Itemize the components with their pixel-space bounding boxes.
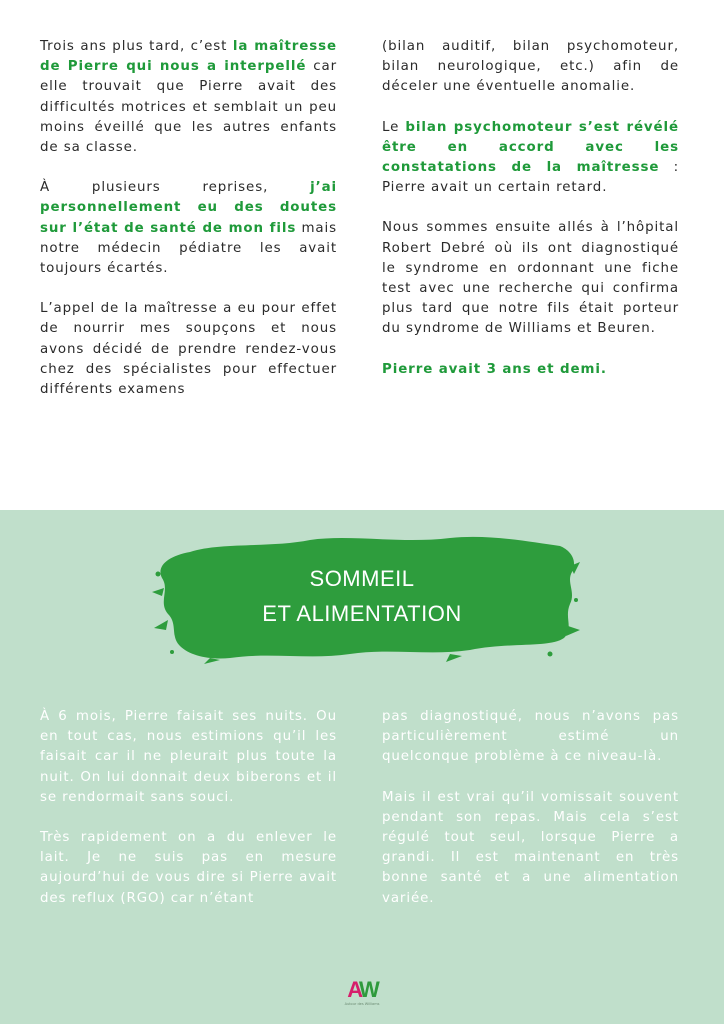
highlighted-text: la maîtresse de Pierre qui nous a interpellé [40,39,338,75]
section-title-line-1: SOMMEIL [309,566,415,591]
body-text: mais notre médecin pédiatre les avait toujours écartés. [40,220,338,277]
body-text: Nous sommes ensuite allés à l’hôpital Robert Debré où ils ont diagnostiqué le syndrome en ordonnant une fiche test avec une recherche qui confirma plus tard que notre fils était porteur du syndrome de Williams et Beuren. [382,220,679,337]
highlighted-text: j’ai personnellement eu des doutes sur l’état de santé de mon fils [40,180,337,236]
paragraph [40,299,337,400]
highlighted-text: bilan psychomoteur s’est révélé être en accord avec les constatations de la maîtresse [382,119,680,176]
logo-mark [332,978,392,1002]
brush-stroke-banner [150,530,580,665]
body-text: car elle trouvait que Pierre avait des difficultés motrices et semblait un peu moins éveillé que les autres enfants de sa classe. [40,59,337,156]
aw-logo [332,978,392,1018]
logo-letter-w: W [358,977,377,1002]
logo-letter-a: A [347,977,359,1002]
body-text: Trois ans plus tard, c’est [40,39,233,54]
highlighted-text: Pierre avait 3 ans et demi. [382,361,607,377]
top-right-column [382,37,679,400]
paragraph: Très rapidement on a du enlever le lait. Je ne suis pas en mesure aujourd’hui de vous dire si Pierre avait des reflux (RGO) car n’étant [40,830,337,906]
section-title-line-2: ET ALIMENTATION [262,601,462,626]
body-text: : Pierre avait un certain retard. [382,160,679,196]
logo-tagline: Autour des Williams [344,1002,380,1006]
paragraph [382,37,679,98]
body-text: L’appel de la maîtresse a eu pour effet de nourrir mes soupçons et nous avons décidé de prendre rendez-vous chez des spécialistes pour effectuer différents examens [40,301,337,398]
body-text: (bilan auditif, bilan psychomoteur, bilan neurologique, etc.) afin de déceler une éventuelle anomalie. [382,39,679,95]
paragraph: pas diagnostiqué, nous n’avons pas particulièrement estimé un quelconque problème à ce niveau-là. [382,709,679,765]
paragraph [40,37,337,158]
body-text: Le [382,119,406,135]
top-left-column [40,37,337,420]
body-text: À plusieurs reprises, [40,180,311,196]
paragraph [382,118,679,199]
bottom-left-column [40,707,337,929]
paragraph [382,218,679,339]
bottom-right-column [382,707,679,929]
paragraph: Mais il est vrai qu’il vomissait souvent pendant son repas. Mais cela s’est régulé tout seul, lorsque Pierre a grandi. Il est maintenant en très bonne santé et a une alimentation variée. [382,789,679,906]
paragraph [382,360,679,380]
paragraph: À 6 mois, Pierre faisait ses nuits. Ou en tout cas, nous estimions qu’il les faisait car il ne pleurait plus toute la nuit. On lui donnait deux biberons et il se rendormait sans souci. [40,709,337,805]
paragraph [40,178,337,279]
